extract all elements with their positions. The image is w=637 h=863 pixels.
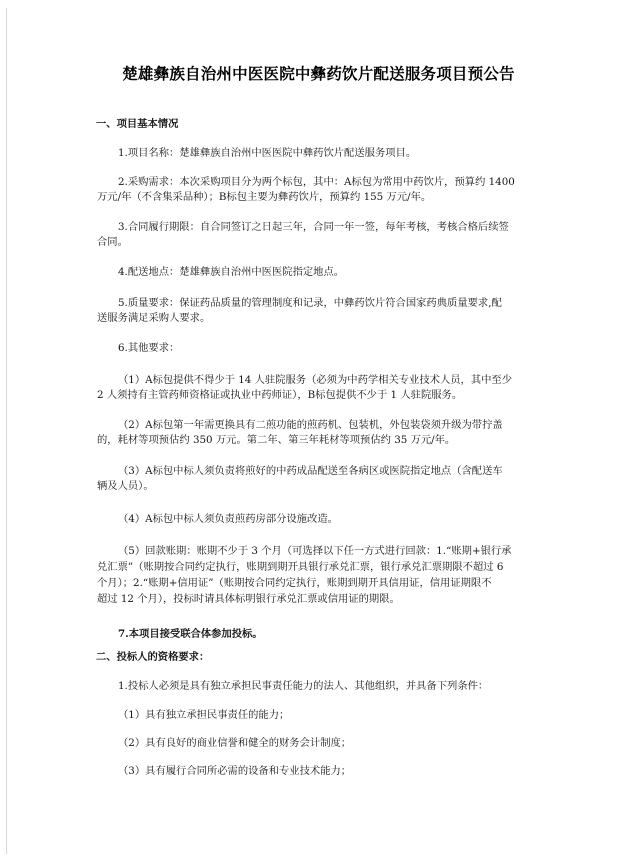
sub3-line2: 辆及人员）。 [97,480,154,492]
qual-sub3: （3）具有履行合同所必需的设备和专业技术能力； [118,765,352,777]
item5-line1: 5.质量要求：保证药品质量的管理制度和记录，中彝药饮片符合国家药典质量要求,配 [118,297,502,309]
sub2-line1: （2）A标包第一年需更换具有二煎功能的煎药机、包装机，外包装袋须升级为带拧盖 [118,419,503,431]
item7-consortium: 7.本项目接受联合体参加投标。 [118,628,263,640]
item1-project-name: 1.项目名称：楚雄彝族自治州中医医院中彝药饮片配送服务项目。 [118,147,417,159]
item5-line2: 送服务满足采购人要求。 [97,312,211,324]
sub5-line3: 个月）；2.“账期+信用证”（账期按合同约定执行，账期到期开具信用证，信用证期限不 [97,577,492,589]
item6-other-requirements: 6.其他要求： [118,342,180,354]
page-edge [6,8,7,854]
item2-line1: 2.采购需求：本次采购项目分为两个标包，其中：A标包为常用中药饮片，预算约 1400 [118,176,515,188]
sub3-line1: （3）A标包中标人须负责将煎好的中药成品配送至各病区或医院指定地点（含配送车 [118,465,503,477]
item3-line2: 合同。 [97,236,128,248]
section1-heading: 一、项目基本情况 [96,118,179,130]
sub5-line2: 兑汇票”（账期按合同约定执行，账期到期开具银行承兑汇票，银行承兑汇票期限不超过 6 [97,561,504,573]
sub5-line4: 超过 12 个月），投标时请具体标明银行承兑汇票或信用证的期限。 [97,593,400,605]
section2-heading: 二、投标人的资格要求： [96,651,210,663]
qual-item1: 1.投标人必须是具有独立承担民事责任能力的法人、其他组织，并具备下列条件： [118,680,489,692]
item3-line1: 3.合同履行期限：自合同签订之日起三年，合同一年一签，每年考核，考核合格后续签 [118,221,509,233]
item4-delivery-location: 4.配送地点：楚雄彝族自治州中医医院指定地点。 [118,266,345,278]
sub1-line1: （1）A标包提供不得少于 14 人驻院服务（必须为中药学相关专业技术人员，其中至少 [118,374,513,386]
qual-sub2: （2）具有良好的商业信誉和健全的财务会计制度； [118,737,352,749]
sub1-line2: 2 人须持有主管药师资格证或执业中药师证），B标包提供不少于 1 人驻院服务。 [97,389,463,401]
sub4-line: （4）A标包中标人须负责煎药房部分设施改造。 [118,513,338,525]
page-title: 楚雄彝族自治州中医医院中彝药饮片配送服务项目预公告 [122,65,515,83]
item2-line2: 万元/年（不含集采品种）；B标包主要为彝药饮片，预算约 155 万元/年。 [97,191,432,203]
sub5-line1: （5）回款账期：账期不少于 3 个月（可选择以下任一方式进行回款：1.“账期+银行承 [118,545,512,557]
qual-sub1: （1）具有独立承担民事责任的能力； [118,709,290,721]
sub2-line2: 的，耗材等项预估约 350 万元。第二年、第三年耗材等项预估约 35 万元/年。 [97,434,456,446]
